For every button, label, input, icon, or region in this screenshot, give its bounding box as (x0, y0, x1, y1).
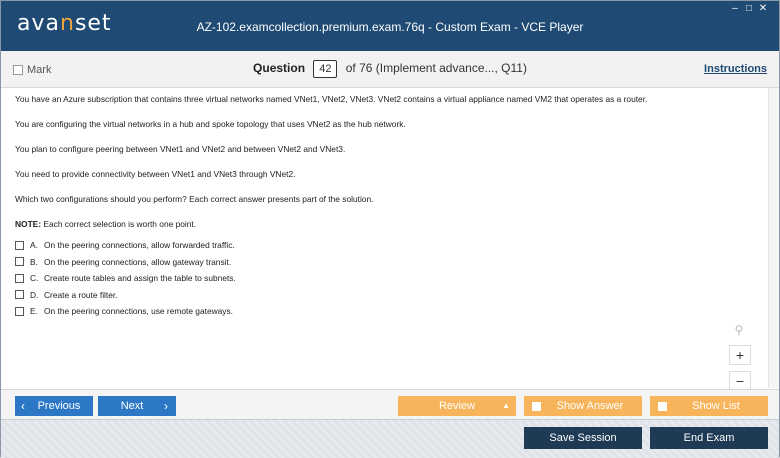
answer-option-c[interactable]: C. Create route tables and assign the table to subnets. (15, 270, 765, 287)
question-header (1, 51, 779, 88)
window-title: AZ-102.examcollection.premium.exam.76q - Custom Exam - VCE Player (196, 20, 584, 34)
session-bar (1, 419, 779, 458)
minimize-icon[interactable]: – (732, 3, 738, 14)
zoom-in-button[interactable]: + (729, 345, 751, 365)
navigation-bar (1, 389, 779, 420)
question-text: You are configuring the virtual networks in a hub and spoke topology that uses VNet2 as the hub network. (15, 119, 406, 129)
answer-option-a[interactable]: A. On the peering connections, allow forwarded traffic. (15, 237, 765, 254)
question-text: You have an Azure subscription that contains three virtual networks named VNet1, VNet2, VNet3. VNet2 contains a virtual appliance named VM2 that operates as a router. (15, 94, 648, 104)
checkbox-icon[interactable] (15, 241, 24, 250)
question-text: You plan to configure peering between VNet1 and VNet2 and between VNet2 and VNet3. (15, 144, 346, 154)
note-text: NOTE: Each correct selection is worth one point. (15, 219, 197, 229)
mark-checkbox[interactable]: Mark (13, 64, 51, 76)
show-list-button[interactable]: Show List (650, 396, 768, 416)
question-label: Question (253, 61, 306, 76)
avanset-logo: avanset (17, 11, 112, 36)
vertical-scrollbar[interactable] (768, 88, 779, 388)
save-session-button[interactable]: Save Session (524, 427, 642, 449)
end-exam-button[interactable]: End Exam (650, 427, 768, 449)
checkbox-icon[interactable] (15, 290, 24, 299)
caret-up-icon: ▲ (502, 401, 510, 410)
chevron-right-icon: › (164, 399, 168, 413)
zoom-out-button[interactable]: − (729, 371, 751, 391)
show-answer-button[interactable]: Show Answer (524, 396, 642, 416)
question-navigator (1, 60, 779, 78)
answer-option-b[interactable]: B. On the peering connections, allow gateway transit. (15, 254, 765, 271)
maximize-icon[interactable]: □ (745, 3, 753, 14)
question-of-label: of 76 (Implement advance..., Q11) (345, 61, 527, 76)
checkbox-icon[interactable] (658, 402, 667, 411)
zoom-controls (729, 323, 749, 391)
answer-option-d[interactable]: D. Create a route filter. (15, 287, 765, 304)
close-icon[interactable]: ✕ (758, 3, 768, 14)
checkbox-icon[interactable] (15, 307, 24, 316)
title-bar (1, 1, 779, 51)
instructions-link[interactable]: Instructions (704, 63, 767, 75)
review-button[interactable]: Review ▲ (398, 396, 516, 416)
checkbox-icon[interactable] (532, 402, 541, 411)
next-button[interactable]: Next › (98, 396, 176, 416)
chevron-left-icon: ‹ (21, 399, 25, 413)
question-number-input[interactable]: 42 (313, 60, 337, 78)
previous-button[interactable]: ‹ Previous (15, 396, 93, 416)
question-text: You need to provide connectivity between VNet1 and VNet3 through VNet2. (15, 169, 296, 179)
question-body (15, 93, 765, 320)
answer-options (15, 237, 765, 320)
checkbox-icon[interactable] (15, 274, 24, 283)
answer-option-e[interactable]: E. On the peering connections, use remote gateways. (15, 303, 765, 320)
magnifier-icon: ⚲ (734, 323, 744, 337)
question-text: Which two configurations should you perform? Each correct answer presents part of the solution. (15, 194, 374, 204)
checkbox-icon[interactable] (15, 257, 24, 266)
